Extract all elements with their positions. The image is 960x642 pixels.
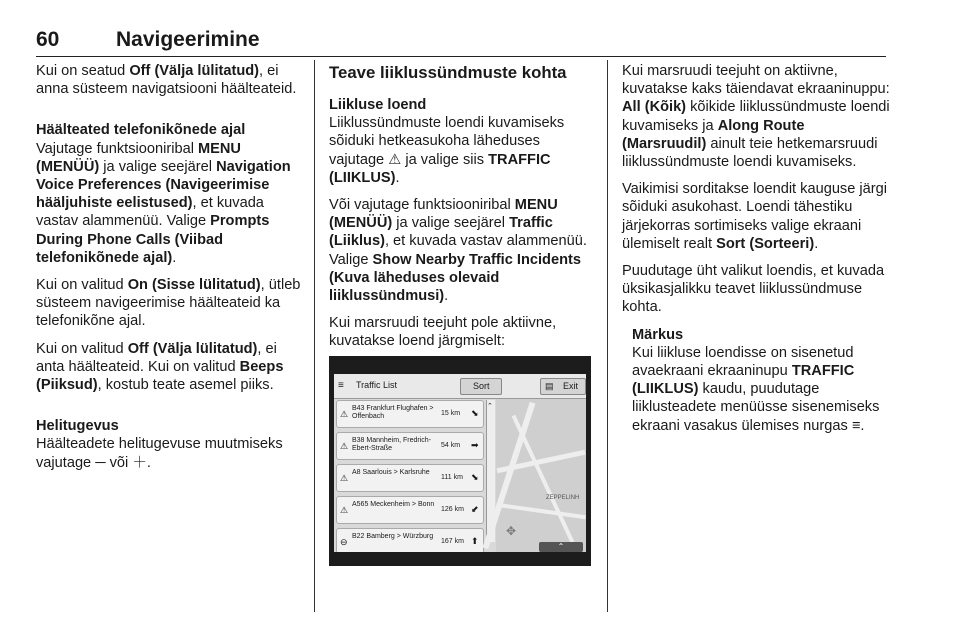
direction-icon: ➡ [471,440,479,450]
traffic-warning-icon: ⚠ [340,409,349,419]
map-view[interactable] [496,399,586,552]
paragraph: Või vajutage funktsiooniribal MENU (MENÜÜ) ja valige seejärel Traffic (Liiklus), et kuvada vastav alammenüü. Valige Show Nearby Traffic Incidents (Kuva läheduses olevaid liiklussündmusi). [329,197,587,305]
collapse-button[interactable] [539,542,583,552]
exit-button[interactable]: ▤ Exit [540,378,586,395]
page-number: 60 [36,28,60,51]
traffic-warning-icon: ⚠ [340,473,349,483]
direction-icon: ⬆ [471,536,479,546]
note-block [622,326,890,435]
section-heading: Häälteated telefonikõnede ajal [36,122,246,139]
traffic-warning-icon: ⚠ [340,441,349,451]
direction-icon: ⬊ [471,408,479,418]
page-header [36,28,886,57]
list-item[interactable]: ⚠ A565 Meckenheim > Bonn 126 km ⬋ [336,496,484,524]
paragraph: Kui marsruudi teejuht pole aktiivne, kuvatakse loend järgmiselt: [329,315,557,350]
paragraph: Kui marsruudi teejuht on aktiivne, kuvatakse kaks täiendavat ekraaninuppu: All (Kõik) kõikide liiklussündmuste loendi kuvamiseks ja Along Route (Marsruudil) ainult teie hetkemarsruudi liiklussündmuste loendi kuvamiseks. [622,63,890,171]
traffic-list-screenshot [329,356,591,566]
subsection-heading: Liikluse loend [329,97,427,113]
menu-icon: ≡ [338,380,344,391]
section-heading: Helitugevus [36,418,119,435]
menu-icon: ≡ [851,417,861,434]
traffic-warning-icon: ⚠ [340,505,349,515]
paragraph: Häälteadete helitugevuse muutmiseks vajutage ─ või ＋. [36,436,283,471]
note-title: Märkus [632,326,684,343]
column-divider [607,60,608,612]
infotainment-screen [334,374,586,552]
list-item[interactable]: ⚠ B38 Mannheim, Fredrich-Ebert-Straße 54 km ➡ [336,432,484,460]
compass-icon: ✥ [506,524,517,538]
chapter-title: Navigeerimine [116,28,260,51]
traffic-list [336,400,484,552]
column-3 [622,62,890,444]
map-label: ZEPPELINH [546,495,580,501]
exit-icon: ▤ [545,381,554,391]
list-item[interactable]: ⚠ A8 Saarlouis > Karlsruhe 111 km ⬊ [336,464,484,492]
paragraph: Vajutage funktsiooniribal MENU (MENÜÜ) ja valige seejärel Navigation Voice Preferences (Navigeerimise hääljuhiste eelistused), et kuvada vastav alammenüü. Valige Prompts During Phone Calls (Viibad telefonikõnede ajal). [36,140,291,266]
paragraph: Vaikimisi sorditakse loendit kauguse järgi sõiduki asukohast. Loendi tähestiku järjekorras sortimiseks valige ekraani ülemiselt realt Sort (Sorteeri). [622,181,887,252]
direction-icon: ⬊ [471,472,479,482]
direction-icon: ⬋ [471,504,479,514]
list-item[interactable]: ⚠ B43 Frankfurt Flughafen > Offenbach 15 km ⬊ [336,400,484,428]
chevron-up-icon: ⌃ [557,542,565,551]
column-1 [36,62,302,481]
road-closed-icon: ⊖ [340,537,348,547]
column-divider [314,60,315,612]
section-title: Teave liiklussündmuste kohta [329,63,567,82]
screen-title: Traffic List [356,380,398,390]
screen-title-bar [334,374,586,399]
paragraph: Kui on seatud Off (Välja lülitatud), ei anna süsteem navigatsiooni häälteateid. [36,63,297,98]
scroll-up-icon: ⌃ [487,403,493,410]
paragraph: Puudutage üht valikut loendis, et kuvada üksikasjalikku teavet liiklussündmuse kohta. [622,263,885,316]
list-item[interactable]: ⊖ B22 Bamberg > Würzburg 167 km ⬆ [336,528,484,552]
paragraph: Liiklussündmuste loendi kuvamiseks sõiduki hetkeasukoha läheduses vajutage ⚠ ja valige siis TRAFFIC (LIIKLUS). [329,115,565,186]
note-text: Kui liikluse loendisse on sisenetud avaekraani ekraaninupu TRAFFIC (LIIKLUS) kaudu, puudutage liiklusteadete menüüsse sisenemiseks ekraani vasakus ülemises nurgas ≡. [632,344,880,434]
column-2 [329,62,595,360]
paragraph: Kui on valitud On (Sisse lülitatud), ütleb süsteem navigeerimise häälteateid ka telefonikõne ajal. [36,277,301,330]
paragraph: Kui on valitud Off (Välja lülitatud), ei anta häälteateid. Kui on valitud Beeps (Piiksud), kostub teate asemel piiks. [36,340,284,394]
sort-button[interactable]: Sort [460,378,502,395]
traffic-icon: ⚠ [388,151,402,168]
